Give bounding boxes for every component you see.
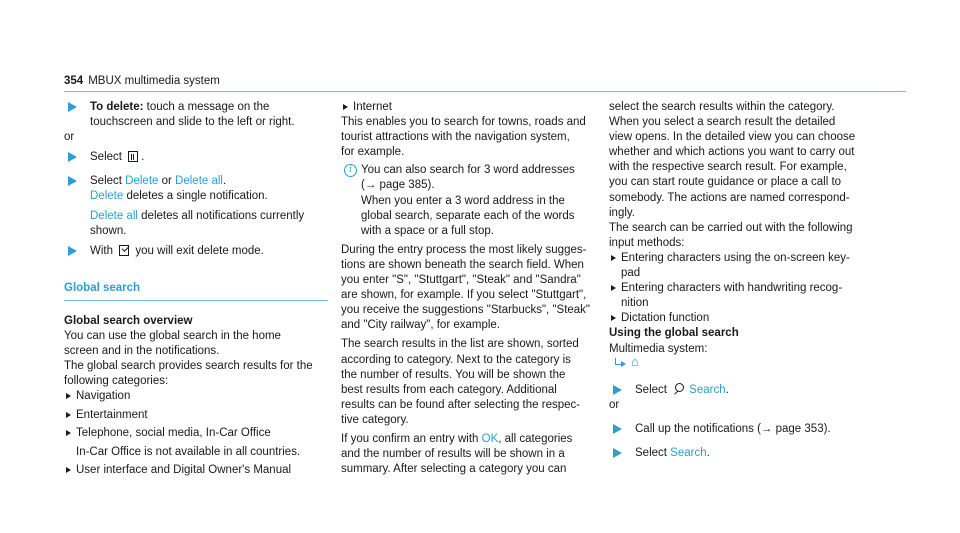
- category-user-interface: User interface and Digital Owner's Manual: [76, 463, 292, 476]
- body-text: somebody. The actions are named correspond-: [609, 191, 850, 204]
- category-internet: Internet: [353, 101, 392, 113]
- note-text: global search, separate each of the words: [361, 209, 575, 222]
- with-text: With: [90, 244, 117, 257]
- method-keypad: Entering characters using the on-screen key-: [621, 251, 850, 264]
- body-text: and the number of results will be shown in a: [341, 448, 565, 461]
- or-inline: or: [158, 175, 176, 188]
- select-text-end: .: [141, 151, 145, 164]
- category-entertainment: Entertainment: [76, 408, 148, 421]
- delete-text: touch a message on the: [143, 101, 270, 113]
- body-text: with the respective search result. For example,: [609, 161, 847, 174]
- note-text: with a space or a full stop.: [361, 224, 494, 237]
- section-global-search: [64, 281, 328, 301]
- delete-all-option[interactable]: Delete all: [90, 209, 138, 222]
- ok-option[interactable]: OK: [481, 432, 499, 445]
- list-item: [64, 463, 328, 478]
- step-exit: [64, 244, 328, 259]
- or-text: or: [609, 398, 620, 411]
- step-select-search-2: [609, 446, 869, 461]
- step-select-search: [609, 383, 869, 398]
- body-text: results can be found after selecting the respec-: [341, 398, 581, 411]
- delete-all-option[interactable]: Delete all: [175, 175, 223, 188]
- body-text: If you confirm an entry with: [341, 432, 482, 445]
- section-title: Global search: [64, 281, 141, 294]
- step-delete: [64, 100, 328, 130]
- body-text: you enter "S", "Stuttgart", "Steak" and "Sandra": [341, 274, 581, 287]
- bullet-icon: [66, 467, 71, 473]
- select-text: Select: [635, 383, 671, 396]
- note-text: You can also search for 3 word addresses: [361, 164, 575, 177]
- column-2: [341, 100, 596, 477]
- list-item: [341, 100, 596, 115]
- multimedia-system-label: Multimedia system:: [609, 342, 708, 355]
- body-text: When you select a search result the detailed: [609, 116, 836, 129]
- method-handwriting-cont: nition: [621, 297, 649, 310]
- search-icon[interactable]: [673, 383, 684, 395]
- body-text: best results from each category. Additional: [341, 383, 557, 396]
- trash-icon[interactable]: [128, 151, 138, 162]
- list-item: [64, 408, 328, 423]
- period: .: [706, 446, 710, 459]
- overview-text: following categories:: [64, 375, 169, 388]
- body-text: , all categories: [498, 432, 573, 445]
- step-select-delete: [64, 174, 328, 238]
- bullet-icon: [611, 255, 616, 261]
- step-arrow-icon: [68, 246, 77, 256]
- body-text: you receive the suggestions "Starbucks", "Steak": [341, 304, 591, 317]
- period: .: [725, 383, 729, 396]
- path-arrow-tip-icon: [621, 361, 626, 367]
- bullet-icon: [66, 393, 71, 399]
- body-text: During the entry process the most likely sugges-: [341, 243, 587, 256]
- body-text: The search results in the list are shown, sorted: [341, 338, 579, 351]
- page-number: 354: [64, 75, 84, 87]
- bullet-icon: [611, 285, 616, 291]
- select-text: Select: [635, 446, 671, 459]
- body-text: for example.: [341, 146, 405, 159]
- list-item: [609, 311, 869, 326]
- overview-text: screen and in the notifications.: [64, 345, 220, 358]
- step-arrow-icon: [68, 152, 77, 162]
- list-item: [64, 389, 328, 404]
- bullet-icon: [611, 315, 616, 321]
- category-note: In-Car Office is not available in all countries.: [76, 445, 301, 458]
- delete-text-2: touchscreen and slide to the left or right.: [90, 116, 295, 129]
- search-option[interactable]: Search: [689, 383, 726, 396]
- body-text: summary. After selecting a category you can: [341, 463, 567, 476]
- step-arrow-icon: [613, 385, 622, 395]
- paragraph-results: [341, 337, 596, 428]
- body-text: tions are shown beneath the search field. When: [341, 258, 584, 271]
- note-text: When you enter a 3 word address in the: [361, 194, 565, 207]
- or-text: or: [64, 131, 75, 144]
- delete-all-desc: deletes all notifications currently: [137, 209, 305, 222]
- using-title: Using the global search: [609, 327, 739, 340]
- bullet-icon: [66, 412, 71, 418]
- overview-text: The global search provides search results for the: [64, 360, 313, 373]
- body-text: select the search results within the category.: [609, 101, 835, 113]
- delete-all-desc-2: shown.: [90, 224, 127, 237]
- home-icon[interactable]: ⌂: [631, 353, 639, 369]
- page-header: [64, 74, 220, 89]
- category-navigation: Navigation: [76, 390, 131, 403]
- bullet-icon: [66, 430, 71, 436]
- body-text: you can start route guidance or place a call to: [609, 176, 842, 189]
- body-text: input methods:: [609, 236, 685, 249]
- body-text: The search can be carried out with the following: [609, 221, 853, 234]
- body-text: are shown, for example. If you select "Stuttgart",: [341, 289, 587, 302]
- delete-option[interactable]: Delete: [125, 175, 159, 188]
- body-text: This enables you to search for towns, roads and: [341, 116, 586, 129]
- checkbox-icon[interactable]: [119, 245, 129, 256]
- paragraph-entry: [341, 243, 596, 334]
- body-text: whether and which actions you want to carry out: [609, 146, 855, 159]
- step-select-trash: [64, 150, 328, 165]
- home-path: [609, 353, 869, 373]
- bullet-icon: [343, 104, 348, 110]
- header-rule: [64, 91, 906, 92]
- info-icon: i: [344, 164, 357, 177]
- list-item: [64, 426, 328, 460]
- body-text: and "City railway", for example.: [341, 319, 501, 332]
- category-telephone: Telephone, social media, In-Car Office: [76, 426, 271, 439]
- call-notifications-text: Call up the notifications (→ page 353).: [635, 422, 831, 435]
- body-text: tourist attractions with the navigation system,: [341, 131, 570, 144]
- search-option[interactable]: Search: [670, 446, 707, 459]
- paragraph-confirm: [341, 432, 596, 477]
- method-handwriting: Entering characters with handwriting recog-: [621, 282, 843, 295]
- method-keypad-cont: pad: [621, 267, 641, 280]
- delete-label: To delete:: [90, 101, 144, 113]
- column-3: [609, 100, 869, 461]
- body-text: ingly.: [609, 206, 635, 219]
- select-text: Select: [90, 151, 126, 164]
- overview-text: You can use the global search in the home: [64, 330, 281, 343]
- delete-desc: deletes a single notification.: [123, 190, 268, 203]
- delete-option[interactable]: Delete: [90, 190, 124, 203]
- period: .: [223, 175, 227, 188]
- info-note: [341, 163, 596, 238]
- list-item: [609, 251, 869, 281]
- list-item: [609, 281, 869, 311]
- exit-text: you will exit delete mode.: [132, 244, 264, 257]
- section-rule: [64, 300, 328, 301]
- body-text: tive category.: [341, 413, 409, 426]
- step-call-notifications: [609, 422, 869, 437]
- overview-title: Global search overview: [64, 314, 193, 327]
- body-text: the number of results. You will be shown the: [341, 368, 566, 381]
- note-page-ref[interactable]: (→ page 385).: [361, 179, 435, 192]
- step-arrow-icon: [613, 448, 622, 458]
- body-text: view opens. In the detailed view you can choose: [609, 131, 856, 144]
- select-text: Select: [90, 175, 126, 188]
- body-text: according to category. Next to the category is: [341, 353, 571, 366]
- step-arrow-icon: [68, 176, 77, 186]
- step-arrow-icon: [613, 424, 622, 434]
- step-arrow-icon: [68, 102, 77, 112]
- page-title: MBUX multimedia system: [88, 75, 220, 87]
- column-1: [64, 100, 328, 478]
- method-dictation: Dictation function: [621, 312, 710, 325]
